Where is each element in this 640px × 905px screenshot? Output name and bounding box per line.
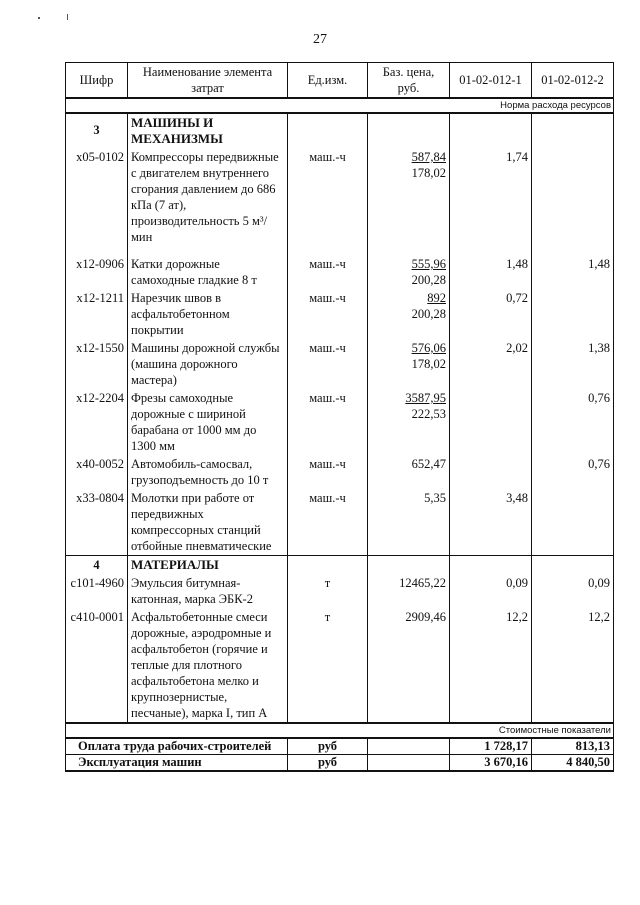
row-code: х12-1550 xyxy=(66,339,128,389)
totals-value-2: 4 840,50 xyxy=(532,755,614,772)
row-value-1: 1,74 xyxy=(450,148,532,255)
row-name: Эмульсия битумная-катонная, марка ЭБК-2 xyxy=(128,574,288,608)
row-price: 587,84 178,02 xyxy=(368,148,450,255)
cost-summary xyxy=(66,723,614,771)
table-row xyxy=(66,489,614,556)
row-value-1 xyxy=(450,389,532,455)
row-value-2: 12,2 xyxy=(532,608,614,723)
header-col1: 01-02-012-1 xyxy=(450,63,532,99)
totals-row xyxy=(66,755,614,772)
row-unit: маш.-ч xyxy=(288,339,368,389)
row-name: Нарезчик швов в асфальтобетонном покрытии xyxy=(128,289,288,339)
totals-unit: руб xyxy=(288,755,368,772)
row-price: 12465,22 xyxy=(368,574,450,608)
cost-label: Стоимостные показатели xyxy=(66,723,614,738)
norm-label-row xyxy=(66,98,614,113)
scan-mark-tick xyxy=(67,14,68,20)
row-price: 555,96 200,28 xyxy=(368,255,450,289)
table-row xyxy=(66,389,614,455)
row-value-2 xyxy=(532,148,614,255)
row-value-1: 0,72 xyxy=(450,289,532,339)
row-unit: т xyxy=(288,574,368,608)
header-price: Баз. цена, руб. xyxy=(368,63,450,99)
row-value-1: 3,48 xyxy=(450,489,532,556)
row-price: 892 200,28 xyxy=(368,289,450,339)
section-machines xyxy=(66,113,614,556)
row-value-1 xyxy=(450,455,532,489)
section-materials xyxy=(66,556,614,724)
totals-value-2: 813,13 xyxy=(532,738,614,755)
scan-mark-dot xyxy=(38,17,40,19)
resource-table xyxy=(65,62,614,772)
row-price: 576,06 178,02 xyxy=(368,339,450,389)
row-value-1: 12,2 xyxy=(450,608,532,723)
row-price: 3587,95 222,53 xyxy=(368,389,450,455)
norm-label: Норма расхода ресурсов xyxy=(66,98,614,113)
row-value-2: 0,76 xyxy=(532,389,614,455)
header-code: Шифр xyxy=(66,63,128,99)
table-header-row xyxy=(66,63,614,99)
row-value-1: 1,48 xyxy=(450,255,532,289)
row-code: х05-0102 xyxy=(66,148,128,255)
row-value-2: 0,76 xyxy=(532,455,614,489)
row-price: 652,47 xyxy=(368,455,450,489)
row-name: Автомобиль-самосвал, грузоподъемность до 10 т xyxy=(128,455,288,489)
row-unit: т xyxy=(288,608,368,723)
totals-row xyxy=(66,738,614,755)
row-code: х12-2204 xyxy=(66,389,128,455)
row-unit: маш.-ч xyxy=(288,389,368,455)
row-value-2: 1,48 xyxy=(532,255,614,289)
row-value-2 xyxy=(532,289,614,339)
section-number: 4 xyxy=(66,556,128,575)
row-price: 5,35 xyxy=(368,489,450,556)
row-code: х40-0052 xyxy=(66,455,128,489)
section-title: МАШИНЫ И МЕХАНИЗМЫ xyxy=(128,113,288,148)
table-row xyxy=(66,255,614,289)
totals-name: Оплата труда рабочих-строителей xyxy=(66,738,288,755)
table-row xyxy=(66,339,614,389)
row-value-1: 0,09 xyxy=(450,574,532,608)
row-unit: маш.-ч xyxy=(288,148,368,255)
row-code: х33-0804 xyxy=(66,489,128,556)
row-value-2: 0,09 xyxy=(532,574,614,608)
totals-value-1: 3 670,16 xyxy=(450,755,532,772)
row-value-1: 2,02 xyxy=(450,339,532,389)
totals-value-1: 1 728,17 xyxy=(450,738,532,755)
row-name: Машины дорожной службы (машина дорожного мастера) xyxy=(128,339,288,389)
row-unit: маш.-ч xyxy=(288,489,368,556)
row-name: Асфальтобетонные смеси дорожные, аэродромные и асфальтобетон (горячие и теплые для плотного асфальтобетона мелко и крупнозернистые, песчаные), марка I, тип А xyxy=(128,608,288,723)
row-name: Катки дорожные самоходные гладкие 8 т xyxy=(128,255,288,289)
row-code: х12-1211 xyxy=(66,289,128,339)
row-unit: маш.-ч xyxy=(288,455,368,489)
cost-label-row xyxy=(66,723,614,738)
row-unit: маш.-ч xyxy=(288,255,368,289)
row-value-2: 1,38 xyxy=(532,339,614,389)
table-row xyxy=(66,574,614,608)
header-unit: Ед.изм. xyxy=(288,63,368,99)
table-row xyxy=(66,608,614,723)
table-row xyxy=(66,455,614,489)
header-name: Наименование элемента затрат xyxy=(128,63,288,99)
section-header-row xyxy=(66,556,614,575)
row-value-2 xyxy=(532,489,614,556)
totals-name: Эксплуатация машин xyxy=(66,755,288,772)
totals-unit: руб xyxy=(288,738,368,755)
section-number: 3 xyxy=(66,113,128,148)
table-row xyxy=(66,148,614,255)
row-code: х12-0906 xyxy=(66,255,128,289)
section-title: МАТЕРИАЛЫ xyxy=(128,556,288,575)
row-name: Фрезы самоходные дорожные с шириной барабана от 1000 мм до 1300 мм xyxy=(128,389,288,455)
row-price: 2909,46 xyxy=(368,608,450,723)
page-number: 27 xyxy=(313,32,327,47)
row-unit: маш.-ч xyxy=(288,289,368,339)
table-row xyxy=(66,289,614,339)
row-code: с410-0001 xyxy=(66,608,128,723)
section-header-row xyxy=(66,113,614,148)
row-name: Молотки при работе от передвижных компрессорных станций отбойные пневматические xyxy=(128,489,288,556)
row-code: с101-4960 xyxy=(66,574,128,608)
row-name: Компрессоры передвижные с двигателем внутреннего сгорания давлением до 686 кПа (7 ат), производительность 5 м³/мин xyxy=(128,148,288,255)
header-col2: 01-02-012-2 xyxy=(532,63,614,99)
